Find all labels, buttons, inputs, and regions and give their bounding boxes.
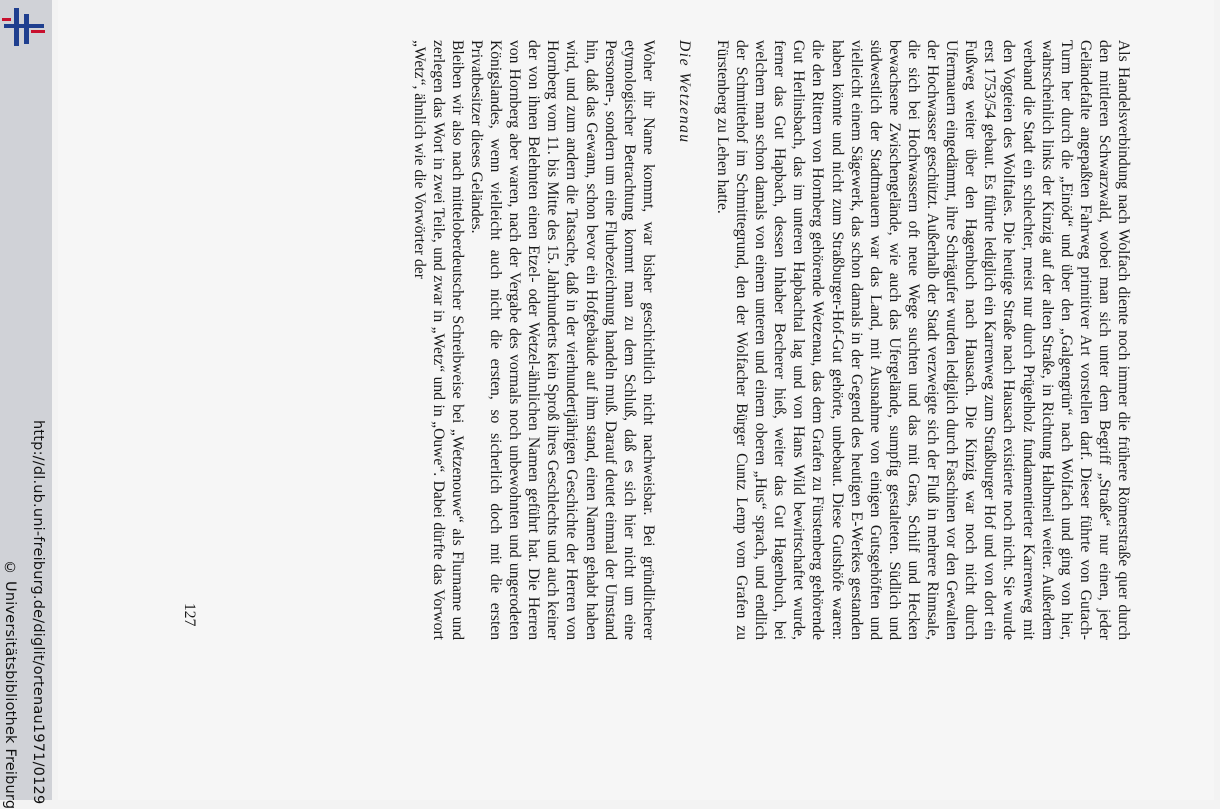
page-number: 127	[181, 603, 198, 627]
source-url[interactable]: http://dl.ub.uni-freiburg.de/diglit/ortenau1971/0129	[30, 420, 46, 805]
section-heading: Die Wetzenau	[675, 40, 693, 144]
paragraph: Als Handelsverbindung nach Wolfach diente noch immer die frühere Römerstraße quer durch den mittleren Schwarzwald, wobei man sich unter dem Begriff „Straße“ nur einen, jeder Geländefalte angepaßten Fahrweg primitiver Art vorstellen darf. Dieser führte von Gutach-Turm her durch die „Einöd“ und über den „Galgengrün“ nach Wolfach und ging von hier, wahrscheinlich links der Kinzig auf der alten Straße, in Richtung Halbmeil weiter. Außerdem verband die Stadt ein schlechter, meist nur durch Prügelholz fundamentierter Karrenweg mit den Vogteien des Wolftales. Die heutige Straße nach Hausach existierte noch nicht. Sie wurde erst 1753/54 gebaut. Es führte lediglich ein Karrenweg zum Straßburger Hof und von dort ein Fußweg weiter über den Hagenbuch nach Hausach. Die Kinzig war noch nicht durch Ufermauern eingedämmt, ihre Schrägufer wurden lediglich durch Faschinen vor den Gewalten der Hochwasser geschützt. Außerhalb der Stadt verzweigte sich der Fluß in mehrere Rinnsale, die sich bei Hochwassern oft neue Wege suchten und das mit Gras, Schilf und Hecken bewachsene Zwischengelände, wie auch das Ufergelände, sumpfig gestalteten. Südlich und südwestlich der Stadtmauern war das Land, mit Ausnahme von einigen Gutsgehöften und vielleicht einem Sägewerk, das schon damals in der Gegend des heutigen E-Werkes gestanden haben könnte und nicht zum Straßburger-Hof-Gut gehörte, unbebaut. Diese Gutshöfe waren: die den Rittern von Hornberg gehörende Wetzenau, das dem Grafen zu Fürstenberg gehörende Gut Herlinsbach, das im unteren Hapbachtal lag und von Hans Wild bewirtschaftet wurde, ferner das Gut Hapbach, dessen Inhaber Becherer hieß, weiter das Gut Hagenbuch, bei welchem man schon damals von einem unteren und einem oberen „Hus“ sprach, und endlich der Schmittehof im Schmittegrund, den der Wolfacher Bürger Cuntz Lemp vom Grafen zu Fürstenberg zu Lehen hatte.	[714, 40, 1132, 640]
paragraph: Bleiben wir also nach mitteloberdeutscher Schreibweise bei „Wetzenouwe“ als Flurname und zerlegen das Wort in zwei Teile, und zwar in „Wetz“ und in „Ouwe“. Dabei dürfte das Vorwort „Wetz“, ähnlich wie die Vorwörter der	[410, 40, 466, 640]
page-text	[410, 40, 1133, 640]
copyright-notice: © Universitätsbibliothek Freiburg	[2, 560, 18, 809]
paragraph: Woher ihr Name kommt, war bisher geschichtlich nicht nachweisbar. Bei gründlicherer etymologischer Betrachtung kommt man zu dem Schluß, daß es sich hier nicht um eine Personen-, sondern um eine Flurbezeichnung handeln muß. Darauf deutet einmal der Umstand hin, daß das Gewann, schon bevor ein Hofgebäude auf ihm stand, einen Namen gehabt haben wird, und zum andern die Tatsache, daß in der vierhundertjährigen Geschichte der Herren von Hornberg vom 11. bis Mitte des 15. Jahrhunderts kein Sproß ihres Geschlechts und auch keiner der von ihnen Belehnten einen Etzel- oder Wetzel-ähnlichen Namen geführt hat. Die Herren von Hornberg aber waren, nach der Vergabe des vormals noch unbewohnten und ungerodeten Königslandes, wenn vielleicht auch nicht die ersten, so sicherlich doch mit die ersten Privatbesitzer dieses Geländes.	[468, 40, 657, 640]
rotated-page-content	[13, 40, 1133, 740]
scanned-page	[58, 0, 1214, 800]
